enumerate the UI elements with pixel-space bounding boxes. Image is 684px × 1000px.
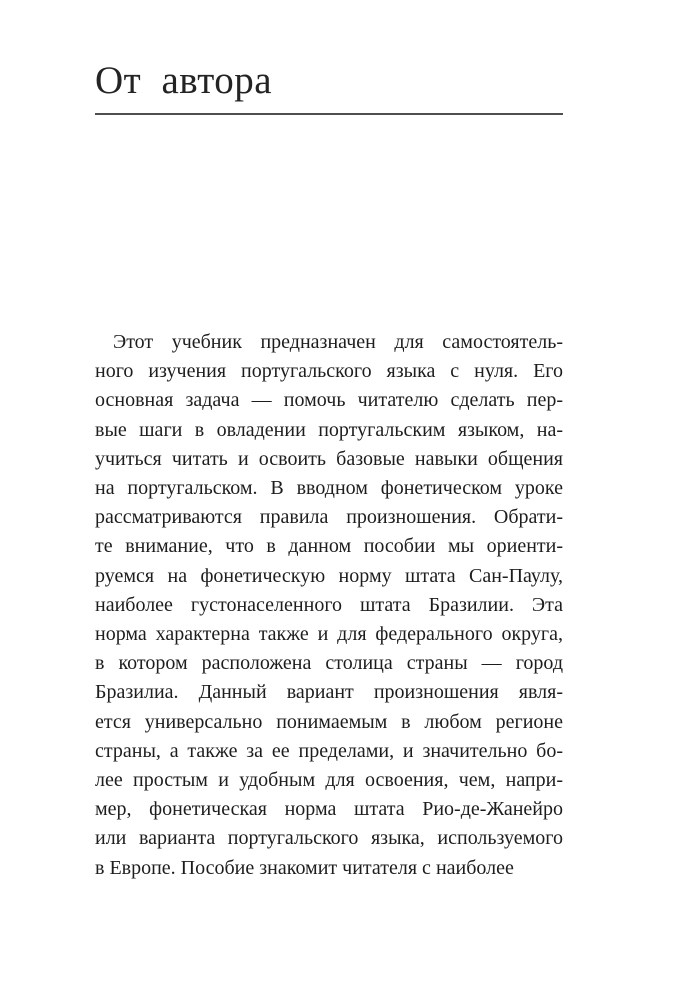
text-line: учиться читать и освоить базовые навыки общения [95,447,563,470]
paragraph [95,328,563,883]
text-line: вые шаги в овладении португальским языком, на- [95,418,563,441]
text-line: Этот учебник предназначен для самостоятель- [113,331,563,353]
text-line: Бразилиа. Данный вариант произношения явля- [95,681,563,704]
text-line: или варианта португальского языка, используемого [95,827,563,850]
text-line: те внимание, что в данном пособии мы ориенти- [95,535,563,558]
text-line: руемся на фонетическую норму штата Сан-Паулу, [95,564,563,587]
title-rule [95,113,563,115]
text-line: в Европе. Пособие знакомит читателя с наиболее [95,856,514,879]
text-line: страны, а также за ее пределами, и значительно бо- [95,739,563,762]
text-line: лее простым и удобным для освоения, чем, напри- [95,769,563,792]
text-line: на португальском. В вводном фонетическом уроке [95,477,563,500]
text-line: ется универсально понимаемым в любом регионе [95,710,563,733]
text-line: ного изучения португальского языка с нуля. Его [95,360,563,383]
text-line: наиболее густонаселенного штата Бразилии. Эта [95,593,563,616]
text-line: рассматриваются правила произношения. Обрати- [95,506,563,529]
text-line: в котором расположена столица страны — город [95,652,563,675]
text-line: норма характерна также и для федерального округа, [95,623,563,646]
page-title: От автора [95,59,273,102]
text-line: мер, фонетическая норма штата Рио-де-Жанейро [95,798,563,821]
text-line: основная задача — помочь читателю сделать пер- [95,389,563,412]
